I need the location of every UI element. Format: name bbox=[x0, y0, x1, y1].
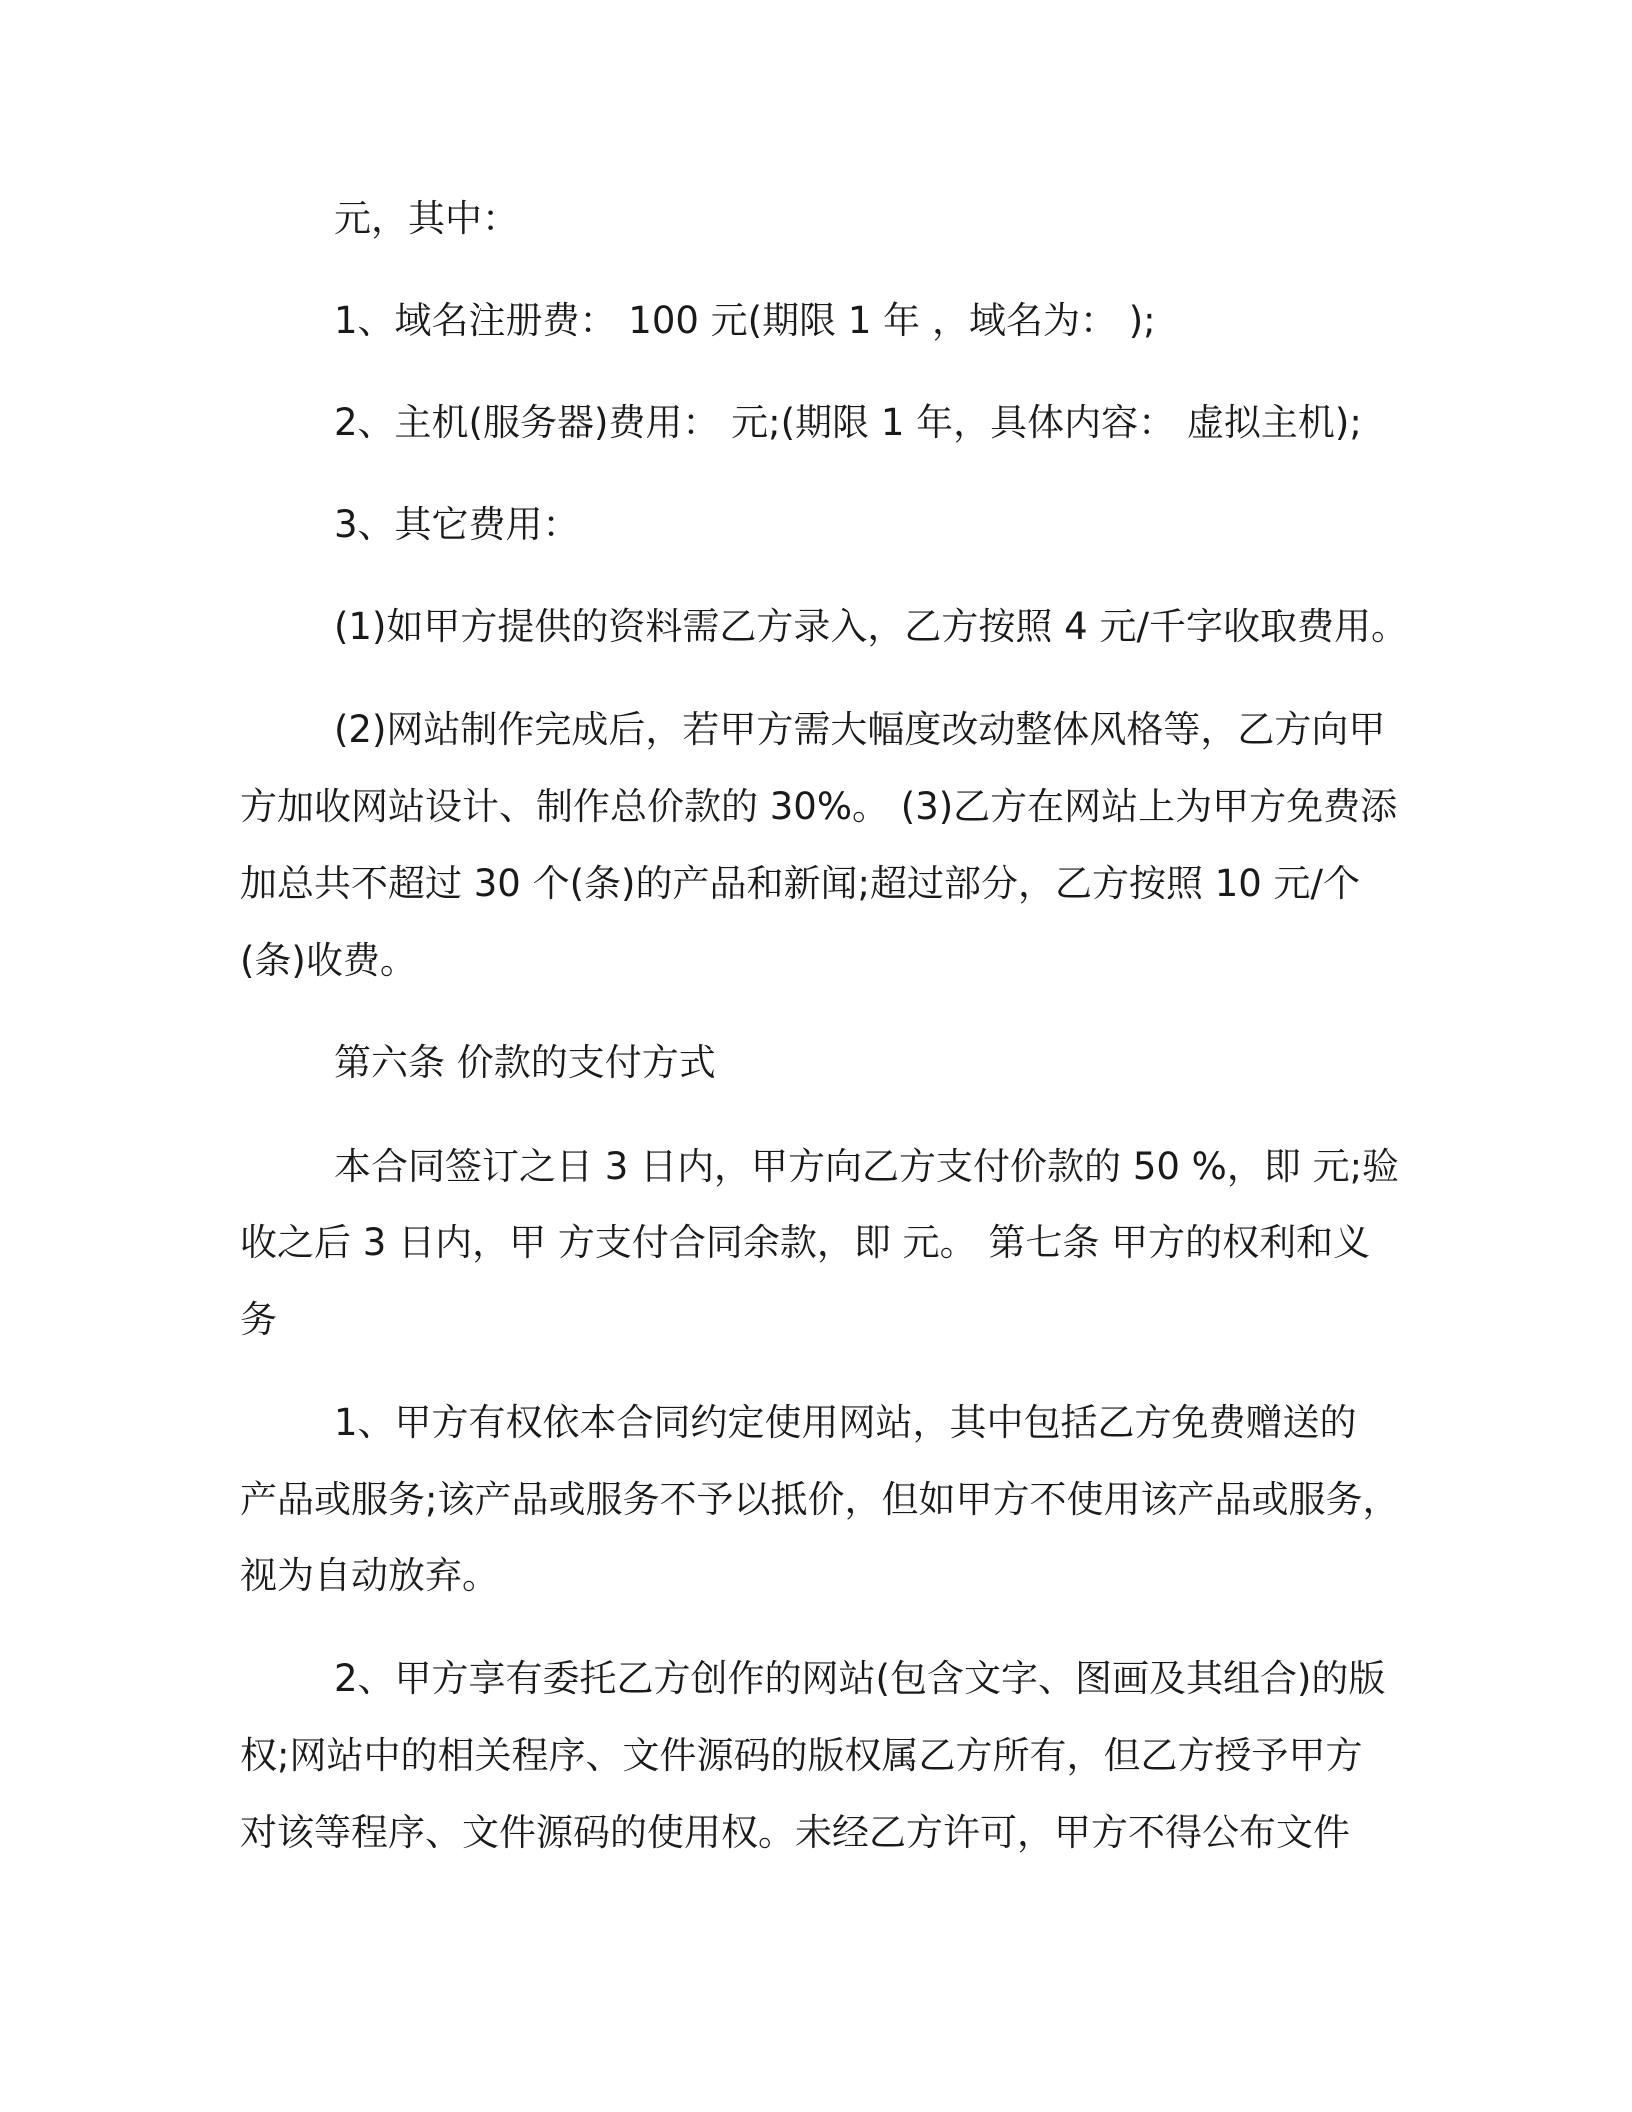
text-line-domain-fee: 1、域名注册费： 100 元(期限 1 年 ，域名为： ); bbox=[334, 299, 1156, 342]
text-line-price-intro: 元，其中： bbox=[334, 197, 519, 240]
text-line-right-1-c: 视为自动放弃。 bbox=[240, 1554, 499, 1597]
text-line-products-news-1: 加总共不超过 30 个(条)的产品和新闻;超过部分，乙方按照 10 元/个 bbox=[240, 862, 1361, 905]
text-line-payment-3: 务 bbox=[240, 1298, 277, 1341]
text-line-redesign-fee-1: (2)网站制作完成后，若甲方需大幅度改动整体风格等，乙方向甲 bbox=[334, 708, 1386, 751]
text-line-input-fee: (1)如甲方提供的资料需乙方录入，乙方按照 4 元/千字收取费用。 bbox=[334, 605, 1408, 648]
text-line-right-2-c: 对该等程序、文件源码的使用权。未经乙方许可，甲方不得公布文件 bbox=[240, 1811, 1350, 1854]
text-line-host-fee: 2、主机(服务器)费用： 元;(期限 1 年，具体内容： 虚拟主机); bbox=[334, 401, 1362, 444]
text-line-products-news-2: (条)收费。 bbox=[240, 939, 417, 982]
text-line-other-fees: 3、其它费用： bbox=[334, 503, 580, 546]
text-line-redesign-fee-2: 方加收网站设计、制作总价款的 30%。 (3)乙方在网站上为甲方免费添 bbox=[240, 785, 1398, 828]
text-line-payment-2: 收之后 3 日内，甲 方支付合同余款，即 元。 第七条 甲方的权利和义 bbox=[240, 1221, 1371, 1264]
text-line-right-2-a: 2、甲方享有委托乙方创作的网站(包含文字、图画及其组合)的版 bbox=[334, 1657, 1386, 1700]
section-heading-article-6: 第六条 价款的支付方式 bbox=[334, 1041, 716, 1084]
text-line-right-2-b: 权;网站中的相关程序、文件源码的版权属乙方所有，但乙方授予甲方 bbox=[240, 1734, 1363, 1777]
text-line-right-1-b: 产品或服务;该产品或服务不予以抵价，但如甲方不使用该产品或服务， bbox=[240, 1478, 1400, 1521]
text-line-payment-1: 本合同签订之日 3 日内，甲方向乙方支付价款的 50 %，即 元;验 bbox=[334, 1145, 1400, 1188]
text-line-right-1-a: 1、甲方有权依本合同约定使用网站，其中包括乙方免费赠送的 bbox=[334, 1401, 1357, 1444]
